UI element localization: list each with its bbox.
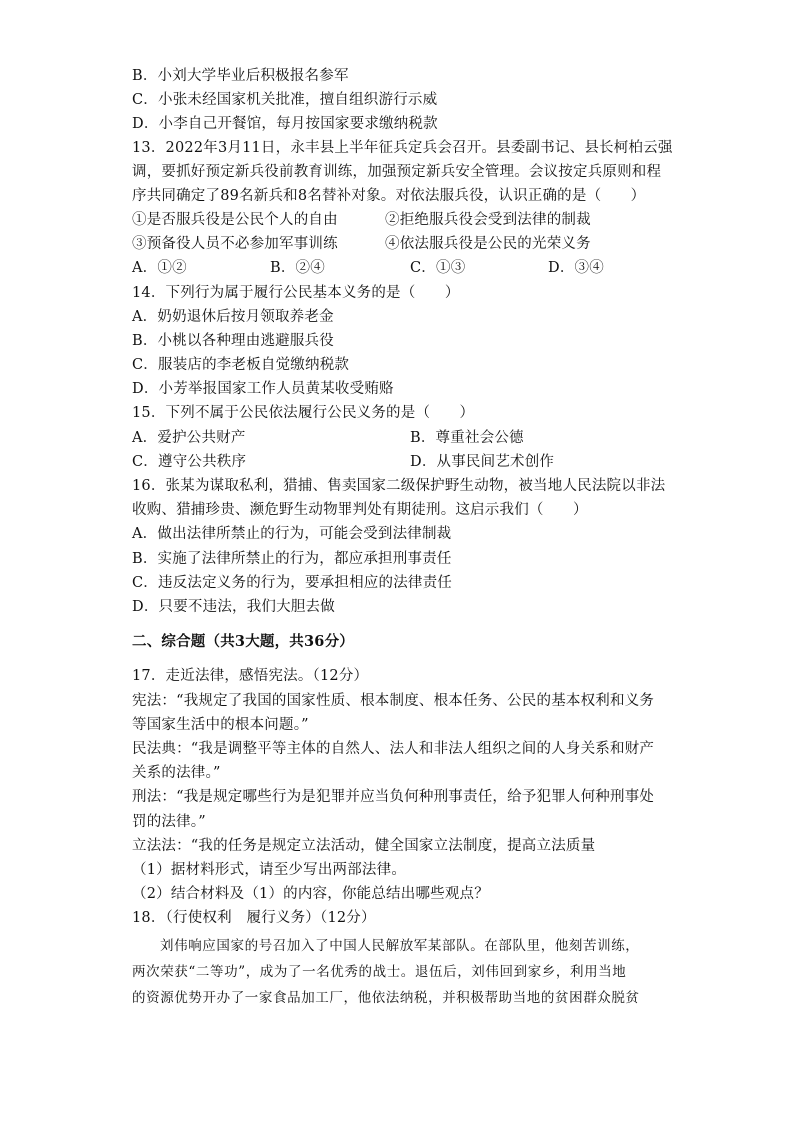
q13-item-1: ①是否服兵役是公民个人的自由 bbox=[132, 212, 338, 228]
q17-xianfa-line2: 等国家生活中的根本问题。” bbox=[132, 717, 309, 733]
q14-option-c: C．服装店的李老板自觉缴纳税款 bbox=[132, 357, 350, 373]
q17-sub-question-2: （2）结合材料及（1）的内容，你能总结出哪些观点？ bbox=[132, 886, 489, 902]
q18-paragraph-line3: 的资源优势开办了一家食品加工厂，他依法纳税，并积极帮助当地的贫困群众脱贫 bbox=[132, 990, 640, 1006]
q13-stem-line3: 序共同确定了89名新兵和8名替补对象。对依法服兵役，认识正确的是（ ） bbox=[132, 188, 646, 204]
q16-stem-line1: 16．张某为谋取私利，猎捕、售卖国家二级保护野生动物，被当地人民法院以非法 bbox=[132, 478, 666, 494]
q14-option-a: A．奶奶退休后按月领取养老金 bbox=[132, 309, 334, 325]
q15-option-b: B．尊重社会公德 bbox=[410, 430, 524, 446]
q17-stem: 17．走近法律，感悟宪法。（12分） bbox=[132, 668, 369, 684]
q13-stem-line1: 13．2022年3月11日，永丰县上半年征兵定兵会召开。县委副书记、县长柯柏云强 bbox=[132, 140, 673, 156]
q14-stem: 14．下列行为属于履行公民基本义务的是（ ） bbox=[132, 285, 460, 301]
q17-minfa-line2: 关系的法律。” bbox=[132, 765, 221, 781]
q16-option-c: C．违反法定义务的行为，要承担相应的法律责任 bbox=[132, 575, 452, 591]
q17-xingfa-line1: 刑法：“我是规定哪些行为是犯罪并应当负何种刑事责任，给予犯罪人何种刑事处 bbox=[132, 789, 655, 805]
q16-option-b: B．实施了法律所禁止的行为，都应承担刑事责任 bbox=[132, 551, 452, 567]
q13-item-4: ④依法服兵役是公民的光荣义务 bbox=[385, 236, 591, 252]
q15-option-a: A．爱护公共财产 bbox=[132, 430, 246, 446]
q13-option-a: A．①② bbox=[132, 260, 187, 276]
q12-option-c: C．小张未经国家机关批准，擅自组织游行示威 bbox=[132, 92, 438, 108]
q13-option-b: B．②④ bbox=[270, 260, 325, 276]
q18-paragraph-line2: 两次荣获“二等功”，成为了一名优秀的战士。退伍后，刘伟回到家乡，利用当地 bbox=[132, 964, 627, 980]
q14-option-d: D．小芳举报国家工作人员黄某收受贿赂 bbox=[132, 381, 394, 397]
q13-option-c: C．①③ bbox=[410, 260, 466, 276]
section-heading: 二、综合题（共3大题，共36分） bbox=[132, 633, 354, 650]
q17-minfa-line1: 民法典：“我是调整平等主体的自然人、法人和非法人组织之间的人身关系和财产 bbox=[132, 741, 655, 757]
q16-option-a: A．做出法律所禁止的行为，可能会受到法律制裁 bbox=[132, 526, 452, 542]
q16-stem-line2: 收购、猎捕珍贵、濒危野生动物罪判处有期徒刑。这启示我们（ ） bbox=[132, 502, 588, 518]
q18-stem: 18．（行使权利 履行义务）（12分） bbox=[132, 910, 376, 926]
q15-option-d: D．从事民间艺术创作 bbox=[410, 454, 555, 470]
q12-option-b: B．小刘大学毕业后积极报名参军 bbox=[132, 68, 349, 84]
q13-item-3: ③预备役人员不必参加军事训练 bbox=[132, 236, 338, 252]
q17-sub-question-1: （1）据材料形式，请至少写出两部法律。 bbox=[132, 862, 407, 878]
q15-option-c: C．遵守公共秩序 bbox=[132, 454, 247, 470]
q12-option-d: D．小李自己开餐馆，每月按国家要求缴纳税款 bbox=[132, 116, 438, 132]
q17-lifa-line1: 立法法：“我的任务是规定立法活动，健全国家立法制度，提高立法质量 bbox=[132, 838, 596, 854]
q14-option-b: B．小桃以各种理由逃避服兵役 bbox=[132, 333, 334, 349]
q13-option-d: D．③④ bbox=[548, 260, 604, 276]
q13-item-2: ②拒绝服兵役会受到法律的制裁 bbox=[385, 212, 591, 228]
q18-paragraph-line1: 刘伟响应国家的号召加入了中国人民解放军某部队。在部队里，他刻苦训练， bbox=[160, 938, 640, 954]
q16-option-d: D．只要不违法，我们大胆去做 bbox=[132, 599, 335, 615]
q17-xingfa-line2: 罚的法律。” bbox=[132, 814, 206, 830]
q15-stem: 15．下列不属于公民依法履行公民义务的是（ ） bbox=[132, 405, 475, 421]
q17-xianfa-line1: 宪法：“我规定了我国的国家性质、根本制度、根本任务、公民的基本权利和义务 bbox=[132, 693, 655, 709]
q13-stem-line2: 调，要抓好预定新兵役前教育训练，加强预定新兵安全管理。会议按定兵原则和程 bbox=[132, 164, 662, 180]
